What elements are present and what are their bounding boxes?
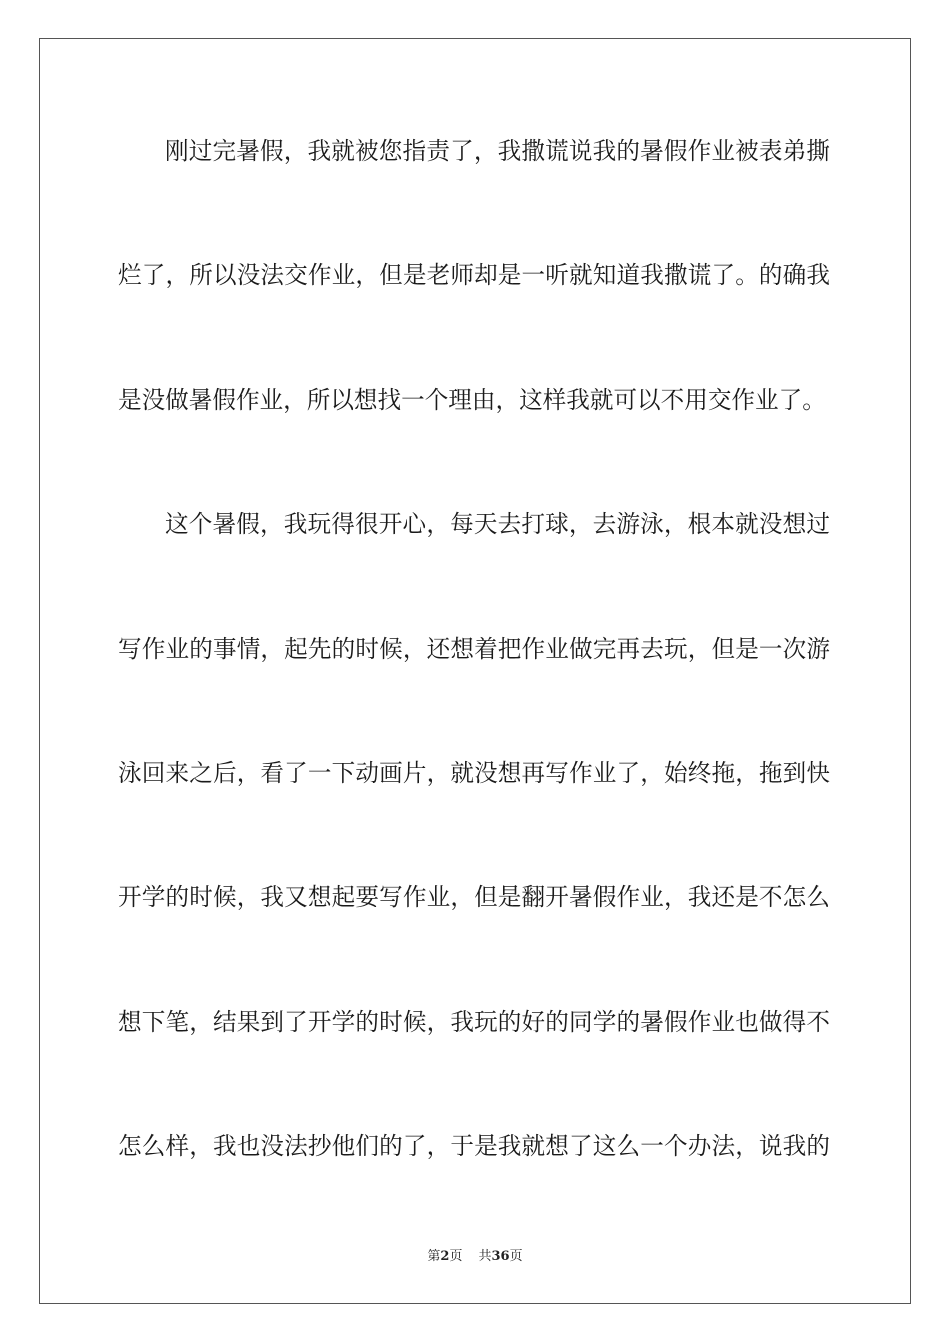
- text-line: 这个暑假，我玩得很开心，每天去打球，去游泳，根本就没想过: [165, 510, 830, 539]
- text-line: 烂了，所以没法交作业，但是老师却是一听就知道我撒谎了。的确我: [118, 261, 830, 290]
- text-line: 是没做暑假作业，所以想找一个理由，这样我就可以不用交作业了。: [118, 385, 826, 414]
- total-prefix: 共: [478, 1249, 492, 1264]
- text-line: 开学的时候，我又想起要写作业，但是翻开暑假作业，我还是不怎么: [118, 883, 830, 912]
- text-line: 写作业的事情，起先的时候，还想着把作业做完再去玩，但是一次游: [118, 634, 830, 663]
- page-prefix: 第: [427, 1249, 441, 1264]
- document-body: [118, 128, 830, 1248]
- page-number: 2: [440, 1249, 450, 1264]
- page-suffix: 页: [449, 1249, 463, 1264]
- text-line: 刚过完暑假，我就被您指责了，我撒谎说我的暑假作业被表弟撕: [165, 137, 830, 165]
- total-pages: 36: [491, 1249, 510, 1264]
- page-footer: [0, 1247, 950, 1267]
- total-suffix: 页: [509, 1249, 523, 1264]
- text-line: 怎么样，我也没法抄他们的了，于是我就想了这么一个办法，说我的: [118, 1132, 830, 1161]
- text-line: 泳回来之后，看了一下动画片，就没想再写作业了，始终拖，拖到快: [118, 758, 830, 787]
- text-line: 想下笔，结果到了开学的时候，我玩的好的同学的暑假作业也做得不: [118, 1007, 830, 1036]
